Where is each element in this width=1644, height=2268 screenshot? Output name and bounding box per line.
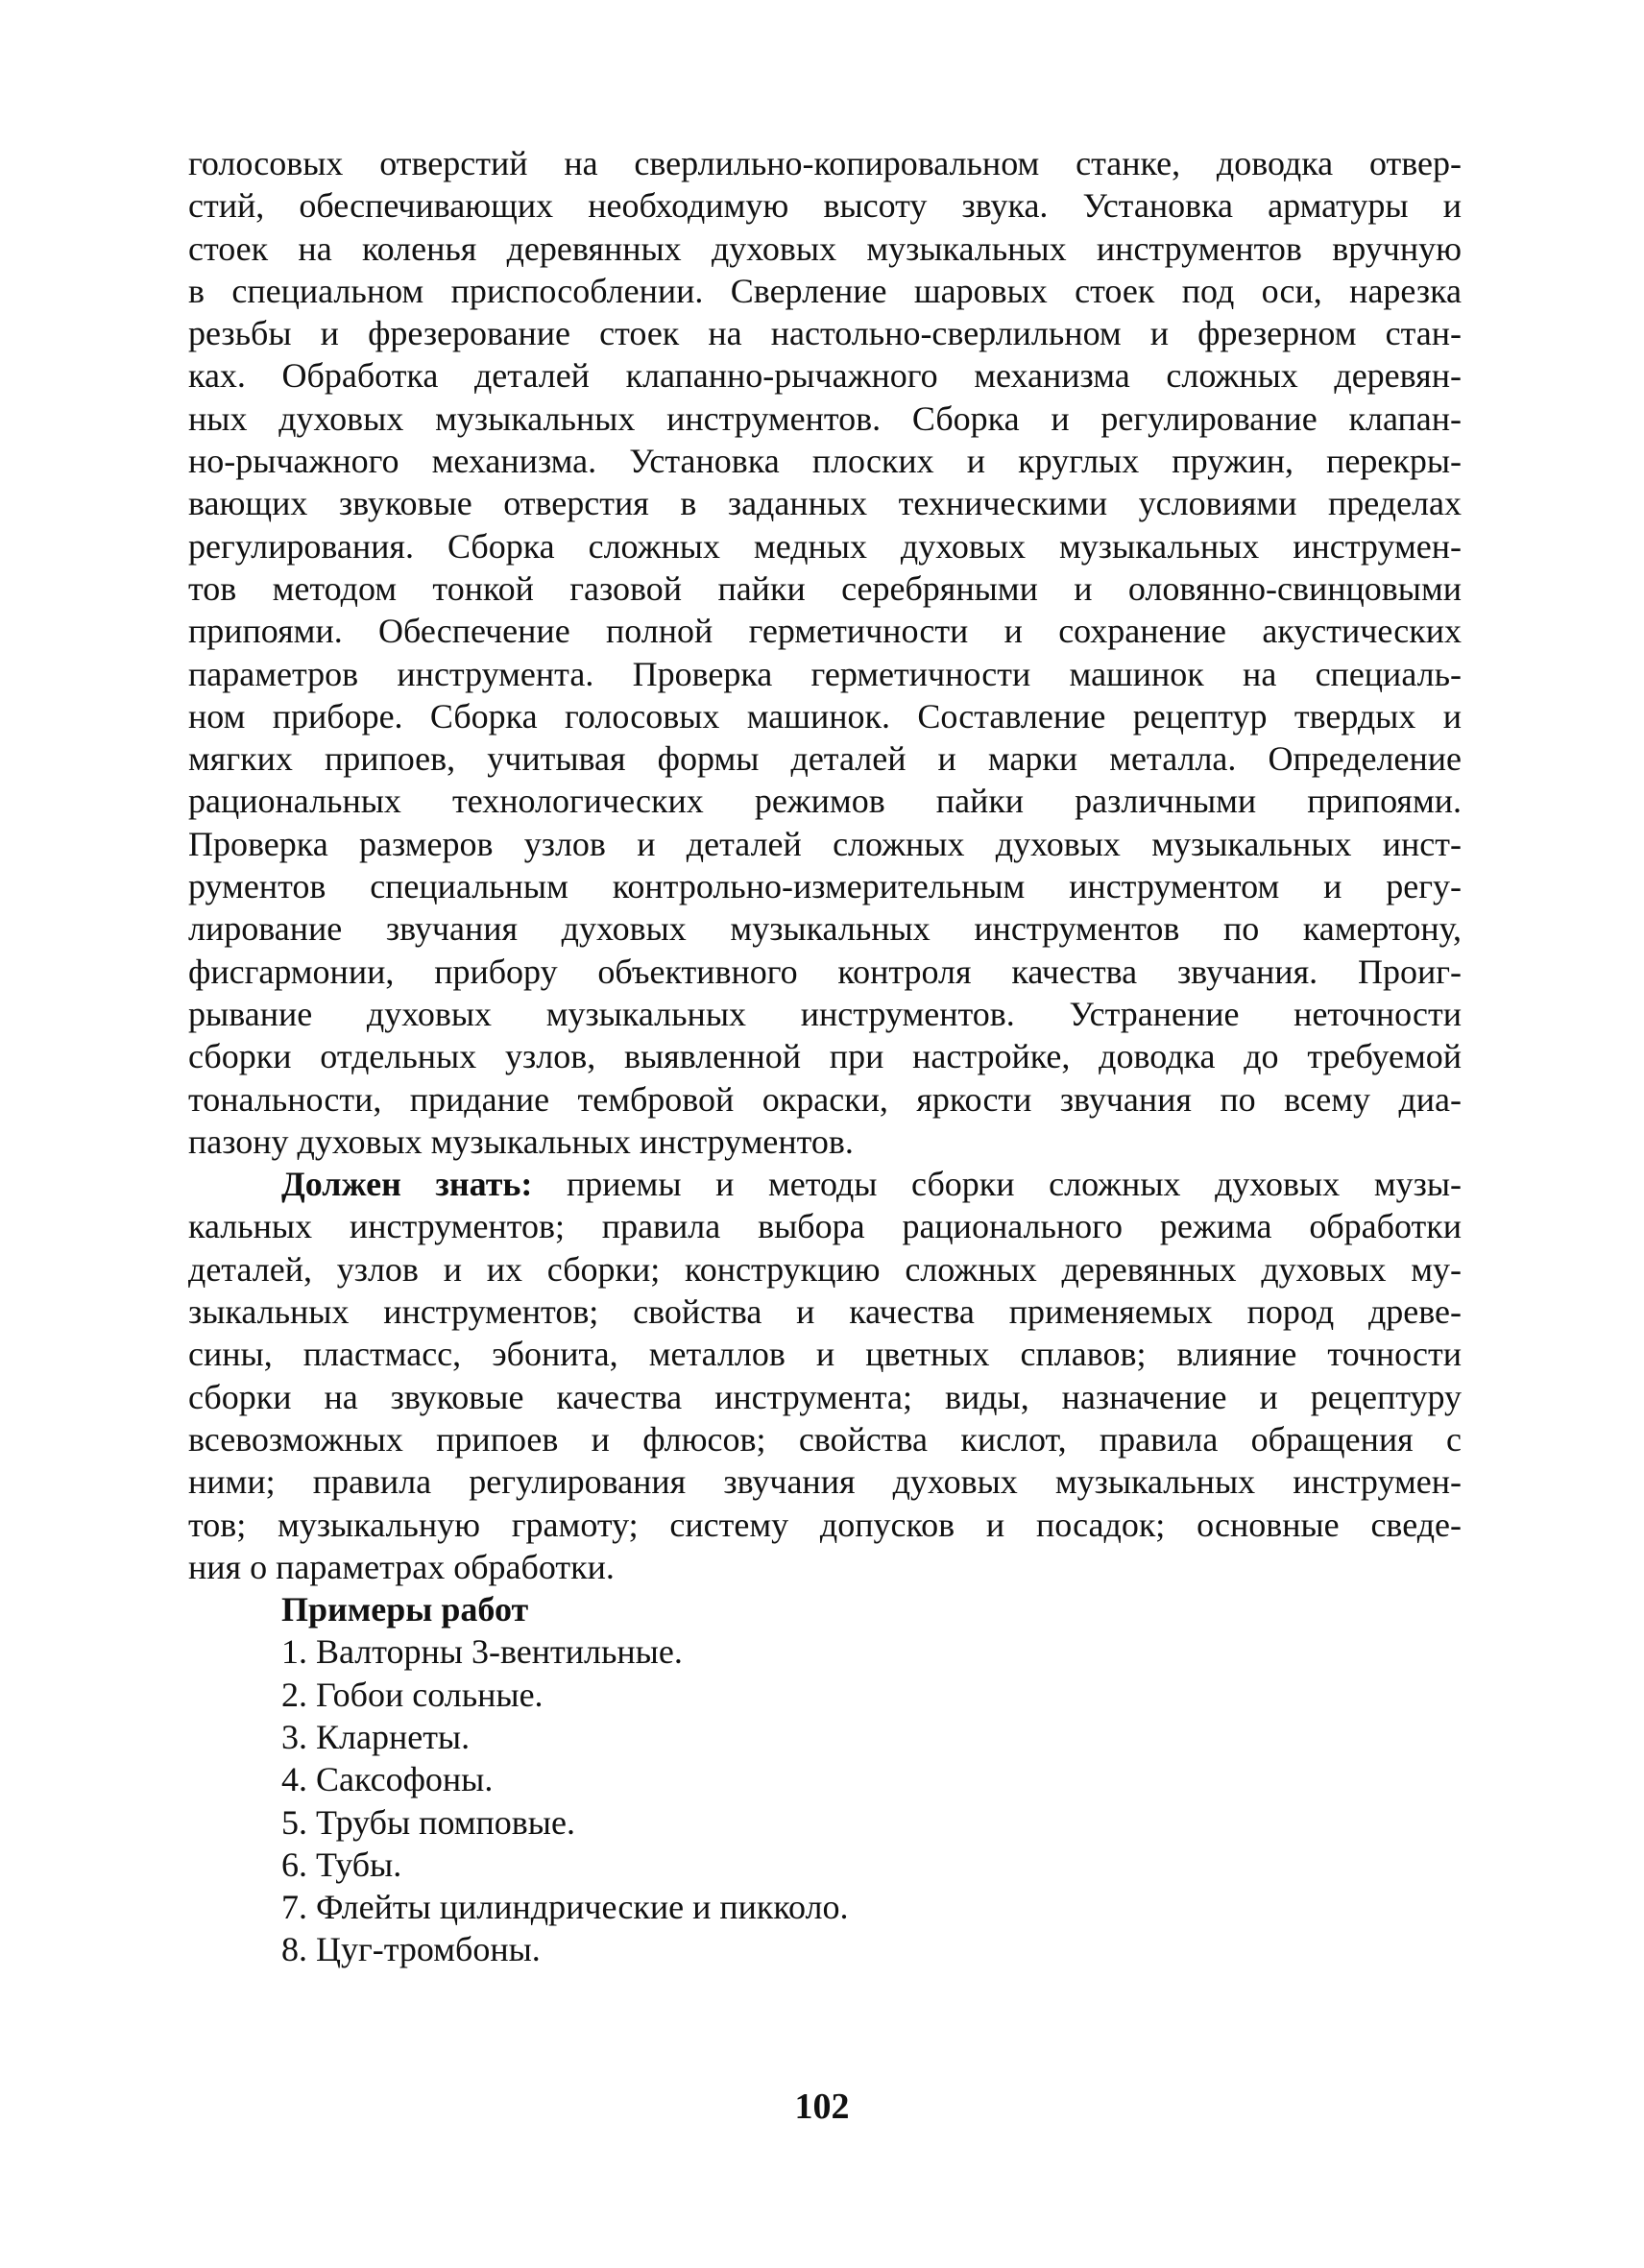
- list-item: 5. Трубы помповые.: [281, 1802, 575, 1842]
- text-line: вающих звуковые отверстия в заданных техническими условиями пределах: [188, 484, 1462, 523]
- text-line: ном приборе. Сборка голосовых машинок. Составление рецептур твердых и: [188, 696, 1462, 736]
- text-line: фисгармонии, прибору объективного контроля качества звучания. Проиг-: [188, 952, 1462, 991]
- body-text: [188, 142, 1462, 1971]
- text-line: рументов специальным контрольно-измерительным инструментом и регу-: [188, 867, 1462, 906]
- list-item: 7. Флейты цилиндрические и пикколо.: [281, 1888, 849, 1927]
- text-line: рывание духовых музыкальных инструментов. Устранение неточности: [188, 994, 1462, 1033]
- text-line: ках. Обработка деталей клапанно-рычажного механизма сложных деревян-: [188, 356, 1462, 396]
- text-line: резьбы и фрезерование стоек на настольно-сверлильном и фрезерном стан-: [188, 314, 1462, 353]
- text-line: регулирования. Сборка сложных медных духовых музыкальных инструмен-: [188, 526, 1462, 566]
- text-line: в специальном приспособлении. Сверление шаровых стоек под оси, нарезка: [188, 271, 1462, 310]
- text-line: сины, пластмасс, эбонита, металлов и цветных сплавов; влияние точности: [188, 1335, 1462, 1374]
- text-line: стий, обеспечивающих необходимую высоту звука. Установка арматуры и: [188, 186, 1462, 226]
- text-line: тов методом тонкой газовой пайки серебряными и оловянно-свинцовыми: [188, 568, 1462, 608]
- text-line: ных духовых музыкальных инструментов. Сборка и регулирование клапан-: [188, 398, 1462, 438]
- text-line: ния о параметрах обработки.: [188, 1547, 615, 1586]
- text-line: голосовых отверстий на сверлильно-копировальном станке, доводка отвер-: [188, 144, 1462, 182]
- paragraph-work-description: [188, 142, 1462, 1163]
- examples-section: [188, 1588, 1462, 1971]
- list-item: 2. Гобои сольные.: [281, 1675, 544, 1714]
- text-line: но-рычажного механизма. Установка плоских и круглых пружин, перекры-: [188, 442, 1462, 481]
- text-line: тональности, придание тембровой окраски, яркости звучания по всему диа-: [188, 1079, 1462, 1119]
- text-line: сборки отдельных узлов, выявленной при настройке, доводка до требуемой: [188, 1037, 1462, 1076]
- text-line: Проверка размеров узлов и деталей сложных духовых музыкальных инст-: [188, 824, 1462, 863]
- must-know-first-line: приемы и методы сборки сложных духовых музы-: [567, 1165, 1463, 1204]
- text-line: рациональных технологических режимов пайки различными припоями.: [188, 782, 1462, 821]
- text-line: [188, 1163, 1462, 1205]
- text-line: сборки на звуковые качества инструмента; виды, назначение и рецептуру: [188, 1377, 1462, 1416]
- paragraph-must-know: [188, 1163, 1462, 1588]
- text-line: тов; музыкальную грамоту; систему допусков и посадок; основные сведе-: [188, 1505, 1462, 1544]
- text-line: стоек на коленья деревянных духовых музыкальных инструментов вручную: [188, 229, 1462, 268]
- text-line: зыкальных инструментов; свойства и качества применяемых пород древе-: [188, 1292, 1462, 1332]
- list-item: 1. Валторны 3-вентильные.: [281, 1632, 683, 1672]
- must-know-label: Должен знать:: [281, 1165, 533, 1204]
- text-line: параметров инструмента. Проверка герметичности машинок на специаль-: [188, 654, 1462, 693]
- text-line: кальных инструментов; правила выбора рационального режима обработки: [188, 1207, 1462, 1246]
- text-line: мягких припоев, учитывая формы деталей и марки металла. Определение: [188, 739, 1462, 779]
- list-item: 3. Кларнеты.: [281, 1717, 471, 1756]
- list-item: 4. Саксофоны.: [281, 1760, 494, 1799]
- page-number: 102: [794, 2087, 850, 2127]
- text-line: пазону духовых музыкальных инструментов.: [188, 1122, 854, 1161]
- text-line: припоями. Обеспечение полной герметичности и сохранение акустических: [188, 612, 1462, 651]
- list-item: 6. Тубы.: [281, 1845, 402, 1884]
- text-line: ними; правила регулирования звучания духовых музыкальных инструмен-: [188, 1462, 1462, 1502]
- list-item: 8. Цуг-тромбоны.: [281, 1930, 541, 1969]
- text-line: деталей, узлов и их сборки; конструкцию сложных деревянных духовых му-: [188, 1249, 1462, 1289]
- examples-heading: Примеры работ: [281, 1590, 529, 1629]
- text-line: лирование звучания духовых музыкальных инструментов по камертону,: [188, 909, 1462, 949]
- text-line: всевозможных припоев и флюсов; свойства кислот, правила обращения с: [188, 1419, 1462, 1459]
